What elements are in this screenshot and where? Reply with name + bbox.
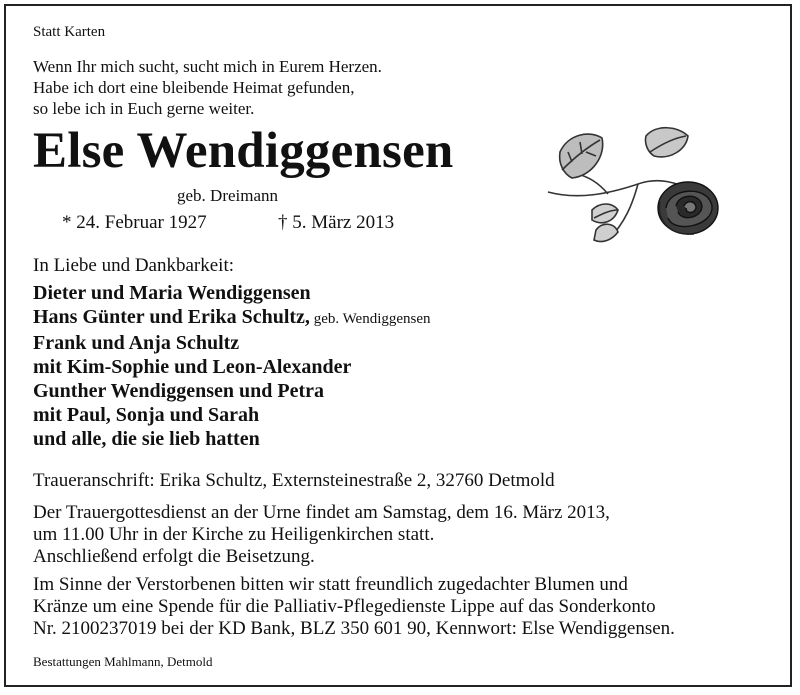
mourner-text: Frank und Anja Schultz <box>33 332 240 354</box>
notice-line: Kränze um eine Spende für die Palliativ-Pflegedienste Lippe auf das Sonderkonto <box>33 596 656 617</box>
mourner-line <box>33 305 431 331</box>
mourner-text: mit Kim-Sophie und Leon-Alexander <box>33 356 352 378</box>
mourner-line <box>33 403 431 427</box>
service-info <box>33 502 610 568</box>
mourner-line <box>33 379 431 403</box>
header-label: Statt Karten <box>33 24 106 40</box>
notice-line: Nr. 2100237019 bei der KD Bank, BLZ 350 601 90, Kennwort: Else Wendiggensen. <box>33 618 675 639</box>
mourner-text: und alle, die sie lieb hatten <box>33 428 260 450</box>
deceased-name: Else Wendiggensen <box>33 123 454 179</box>
mourner-line <box>33 427 431 451</box>
mourning-address: Traueranschrift: Erika Schultz, Externsteinestraße 2, 32760 Detmold <box>33 470 555 491</box>
service-line: Der Trauergottesdienst an der Urne findet am Samstag, dem 16. März 2013, <box>33 502 610 523</box>
mourner-line <box>33 331 431 355</box>
donation-notice <box>33 574 675 640</box>
service-line: Anschließend erfolgt die Beisetzung. <box>33 546 315 567</box>
rose-icon <box>538 122 728 254</box>
undertaker-credit: Bestattungen Mahlmann, Detmold <box>33 654 213 669</box>
service-line: um 11.00 Uhr in der Kirche zu Heiligenkirchen statt. <box>33 524 435 545</box>
birth-date: * 24. Februar 1927 <box>62 212 207 233</box>
birth-name: geb. Dreimann <box>177 186 279 205</box>
mourner-text: Hans Günter und Erika Schultz, <box>33 306 310 328</box>
mourner-note: geb. Wendiggensen <box>309 311 431 327</box>
mourner-text: Gunther Wendiggensen und Petra <box>33 380 324 402</box>
death-date: † 5. März 2013 <box>278 212 395 233</box>
verse-line: Habe ich dort eine bleibende Heimat gefunden, <box>33 78 355 97</box>
mourners-list <box>33 281 431 451</box>
mourner-line <box>33 355 431 379</box>
verse <box>33 56 382 119</box>
mourner-text: mit Paul, Sonja und Sarah <box>33 404 260 426</box>
mourners-intro: In Liebe und Dankbarkeit: <box>33 255 235 276</box>
mourner-text: Dieter und Maria Wendiggensen <box>33 282 311 304</box>
mourner-line <box>33 281 431 305</box>
notice-line: Im Sinne der Verstorbenen bitten wir statt freundlich zugedachter Blumen und <box>33 574 628 595</box>
verse-line: Wenn Ihr mich sucht, sucht mich in Eurem Herzen. <box>33 57 382 76</box>
verse-line: so lebe ich in Euch gerne weiter. <box>33 99 255 118</box>
